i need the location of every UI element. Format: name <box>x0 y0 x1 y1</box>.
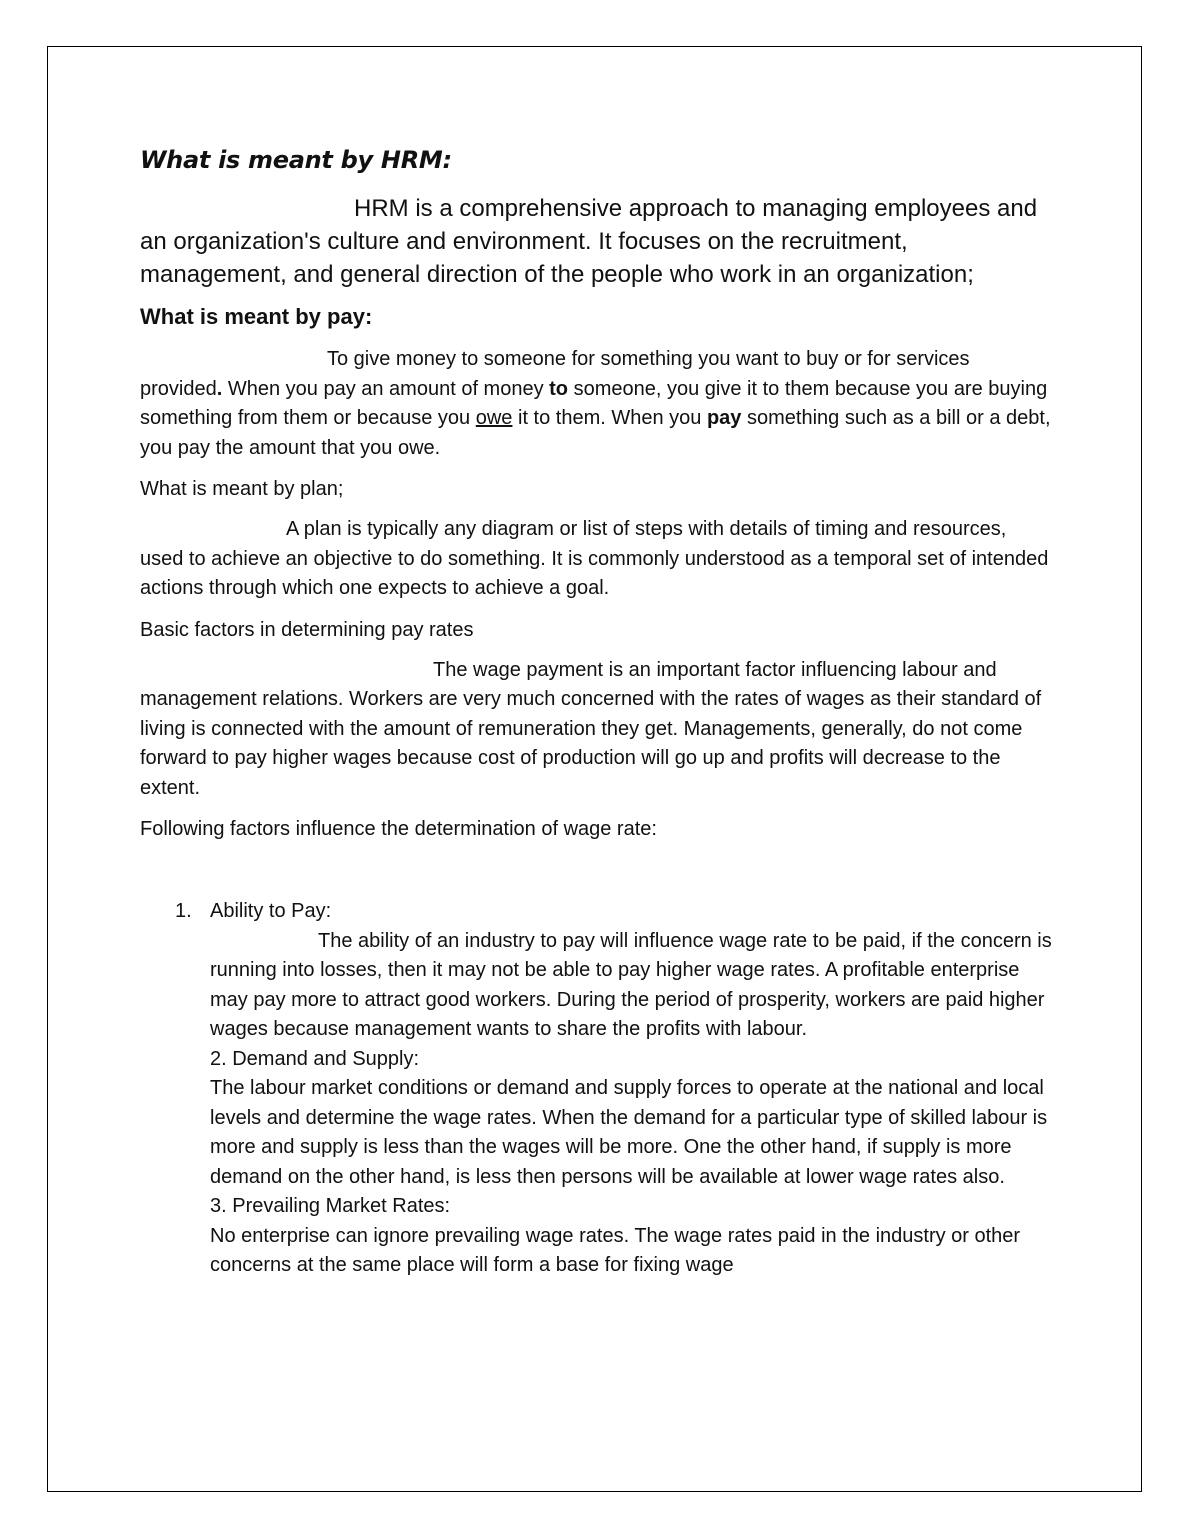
owe-link-text: owe <box>475 407 513 429</box>
list-item-title: Ability to Pay: <box>210 900 332 922</box>
list-item-text: The ability of an industry to pay will influence wage rate to be paid, if the concern is running into losses, then it may not be able to pay higher wage rates. A profitable enterprise may pay more to attract good workers. During the period of prosperity, workers are paid higher wages because management wants to share the profits with labour. <box>210 929 1052 1040</box>
heading-basic-factors: Basic factors in determining pay rates <box>140 618 474 641</box>
pay-paragraph: To give money to someone for something you want to buy or for services provided. When you pay an amount of money to someone, you give it to them because you are buying something from them or because you owe it to them. When you pay something such as a bill or a debt, you pay the amount that you owe. <box>140 348 1051 459</box>
list-number: 1. <box>175 900 192 922</box>
heading-plan: What is meant by plan; <box>140 478 344 500</box>
hrm-paragraph: HRM is a comprehensive approach to managing employees and an organization's culture and environment. It focuses on the recruitment, management, and general direction of the people who work in an organization; <box>140 195 1038 288</box>
document-body <box>140 140 1055 1281</box>
plan-paragraph: A plan is typically any diagram or list of steps with details of timing and resources, used to achieve an objective to do something. It is commonly understood as a temporal set of intended actions through which one expects to achieve a goal. <box>140 518 1049 599</box>
heading-hrm: What is meant by HRM: <box>140 146 452 174</box>
following-factors: Following factors influence the determination of wage rate: <box>140 818 657 840</box>
list-item-text: No enterprise can ignore prevailing wage rates. The wage rates paid in the industry or other concerns at the same place will form a base for fixing wage <box>210 1224 1021 1276</box>
list-item-title: 3. Prevailing Market Rates: <box>210 1195 451 1217</box>
wage-paragraph: The wage payment is an important factor influencing labour and management relations. Workers are very much concerned with the rates of wages as their standard of living is connected with the amount of remuneration they get. Managements, generally, do not come forward to pay higher wages because cost of production will go up and profits will decrease to the extent. <box>140 658 1042 799</box>
list-item-title: 2. Demand and Supply: <box>210 1047 420 1070</box>
heading-pay: What is meant by pay: <box>140 304 373 329</box>
list-item-text: The labour market conditions or demand and supply forces to operate at the national and local levels and determine the wage rates. When the demand for a particular type of skilled labour is more and supply is less than the wages will be more. One the other hand, if supply is more demand on the other hand, is less then persons will be available at lower wage rates also. <box>210 1077 1048 1188</box>
factors-list <box>140 897 1055 1281</box>
